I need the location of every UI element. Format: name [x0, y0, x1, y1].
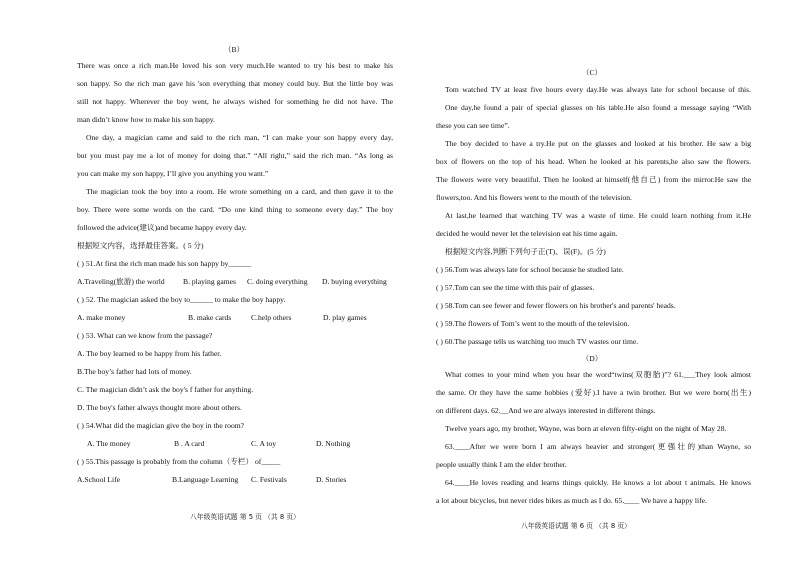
- b-p1-l3: still not happy. Wherever the boy went, he always wished for something he did not have. The: [77, 97, 393, 106]
- b-p2-l2: but you must pay me a lot of money for doing that.” “All right,” said the rich man. “As long as: [77, 151, 393, 160]
- passage-d-heading: （D）: [581, 354, 603, 363]
- c-p1-l1: Tom watched TV at least five hours every day.He was always late for school because of this.: [445, 85, 751, 94]
- statement-57: ( ) 57.Tom can see the time with this pair of glasses.: [436, 283, 595, 292]
- b-instruction: 根据短文内容，选择最佳答案。( 5 分): [77, 241, 204, 250]
- b-p2-l3: you can make my son happy, I’ll give you anything you want.”: [77, 169, 269, 178]
- c-p3-l1: At last,he learned that watching TV was a waste of time. He could learn nothing from it.He: [445, 211, 751, 220]
- d-p1-l2: the same. Or they have the same hobbies (爱好).I have a twin brother. But we were born(出生): [436, 388, 751, 397]
- q52-option-b: B. make cards: [188, 313, 232, 322]
- q54-options: [77, 439, 393, 448]
- q51-option-b: B. playing games: [183, 277, 236, 286]
- c-p1-l3: these you can see time”.: [436, 121, 510, 130]
- d-p3-l2: a lot about bicycles, but never rides bikes as much as I do. 65.____ We have a happy life.: [436, 496, 707, 505]
- q51-options: [77, 277, 393, 286]
- right-page: [397, 0, 794, 561]
- q51-option-d: D. buying everything: [322, 277, 387, 286]
- q54-option-c: C. A toy: [251, 439, 277, 448]
- q53-option-a: A. The boy learned to be happy from his father.: [77, 349, 222, 358]
- question-52: ( ) 52. The magician asked the boy to______ to make the boy happy.: [77, 295, 286, 304]
- q53-option-d: D. The boy's father always thought more about others.: [77, 403, 242, 412]
- q51-option-a: A.Traveling(旅游) the world: [77, 277, 165, 286]
- statement-59: ( ) 59.The flowers of Tom’s went to the mouth of the television.: [436, 319, 630, 328]
- c-p2-l4: flowers,too. And his flowers went to the mouth of the television.: [436, 193, 632, 202]
- q55-option-c: C. Festivals: [251, 475, 287, 484]
- c-p1-l2: One day,he found a pair of special glasses on his table.He also found a message saying “With: [445, 103, 751, 112]
- q52-option-d: D. play games: [323, 313, 367, 322]
- d-p2-l2: 63.____After we were born I am always heavier and stronger(更强壮的)than Wayne, so: [445, 442, 751, 451]
- passage-c-heading: （C）: [581, 68, 603, 77]
- c-instruction: 根据短文内容,判断下列句子正(T)、误(F)。(5 分): [445, 247, 606, 256]
- q55-options: [77, 475, 393, 484]
- q52-option-a: A. make money: [77, 313, 126, 322]
- page-footer-5: 八年级英语试题 第 5 页 （共 8 页）: [190, 513, 300, 521]
- c-p2-l1: The boy decided to have a try.He put on the glasses and looked at his brother. He saw a big: [445, 139, 751, 148]
- b-p1-l1: There was once a rich man.He loved his son very much.He wanted to try his best to make his: [77, 61, 393, 70]
- d-p1-l1: What comes to your mind when you hear the word“twins(双胞胎)”? 61.___They look almost: [445, 370, 751, 379]
- b-p3-l2: boy. There were some words on the card. “Do one kind thing to someone every day.” The boy: [77, 205, 393, 214]
- statement-60: ( ) 60.The passage tells us watching too much TV wastes our time.: [436, 337, 639, 346]
- d-p2-l1: Twelve years ago, my brother, Wayne, was born at eleven fifty-eight on the night of May 28.: [445, 424, 727, 433]
- question-54: ( ) 54.What did the magician give the boy in the room?: [77, 421, 245, 430]
- b-p1-l4: man didn’t know how to make his son happy.: [77, 115, 215, 124]
- statement-56: ( ) 56.Tom was always late for school because he studied late.: [436, 265, 624, 274]
- q54-option-b: B . A card: [174, 439, 205, 448]
- b-p1-l2: son happy. So the rich man gave his 'son everything that money could buy. But the little boy was: [77, 79, 393, 88]
- q52-options: [77, 313, 393, 322]
- c-p2-l2: box of flowers on the top of his head. When he looked at his parents,he also saw the flowers.: [436, 157, 751, 166]
- q55-option-b: B.Language Learning: [172, 475, 239, 484]
- q53-option-b: B.The boy’s father had lots of money.: [77, 367, 192, 376]
- d-p3-l1: 64.____He loves reading and learns things quickly. He knows a lot about t animals. He knows: [445, 478, 751, 487]
- question-51: ( ) 51.At first the rich man made his son happy by______: [77, 259, 252, 268]
- q53-option-c: C. The magician didn’t ask the boy's f father for anything.: [77, 385, 254, 394]
- q54-option-d: D. Nothing: [316, 439, 351, 448]
- passage-b-heading: （B）: [223, 45, 245, 54]
- q52-option-c: C.help others: [251, 313, 292, 322]
- page-footer-6: 八年级英语试题 第 6 页 （共 8 页）: [521, 522, 631, 530]
- b-p3-l1: The magician took the boy into a room. He wrote something on a card, and then gave it to the: [86, 187, 393, 196]
- question-53: ( ) 53. What can we know from the passage?: [77, 331, 213, 340]
- d-p2-l3: people usually think I am the elder brother.: [436, 460, 567, 469]
- q55-option-d: D. Stories: [316, 475, 347, 484]
- c-p3-l2: decided he would never let the television eat his time again.: [436, 229, 618, 238]
- q54-option-a: A. The money: [87, 439, 131, 448]
- d-p1-l3: on different days. 62.__And we are always interested in different things.: [436, 406, 656, 415]
- question-55: ( ) 55.This passage is probably from the column（专栏） of_____: [77, 457, 281, 466]
- q51-option-c: C. doing everything: [247, 277, 308, 286]
- q55-option-a: A.School Life: [77, 475, 121, 484]
- b-p2-l1: One day, a magician came and said to the rich man, “I can make your son happy every day,: [86, 133, 393, 142]
- b-p3-l3: followed the advice(建议)and became happy every day.: [77, 223, 247, 232]
- statement-58: ( ) 58.Tom can see fewer and fewer flowers on his brother's and parents' heads.: [436, 301, 676, 310]
- c-p2-l3: The flowers were very beautiful. Then he looked at himself(他自己) from the mirror.He saw the: [436, 175, 751, 184]
